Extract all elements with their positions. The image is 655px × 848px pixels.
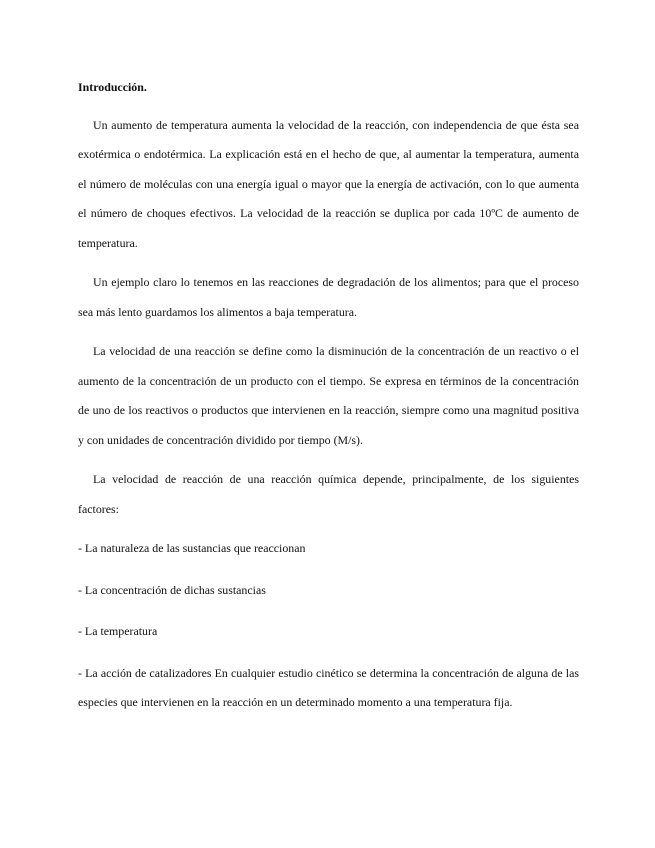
paragraph-factors-intro: La velocidad de reacción de una reacción química depende, principalmente, de los siguientes factores: (78, 472, 579, 516)
list-item-temperature: - La temperatura (78, 624, 158, 638)
paragraph-food-example: Un ejemplo claro lo tenemos en las reacciones de degradación de los alimentos; para que el proceso sea más lento guardamos los alimentos a baja temperatura. (78, 275, 579, 319)
section-heading: Introducción. (78, 80, 147, 94)
paragraph-temperature-effect: Un aumento de temperatura aumenta la velocidad de la reacción, con independencia de que ésta sea exotérmica o endotérmica. La explicación está en el hecho de que, al aumentar la temperatura, aumenta el número de moléculas con una energía igual o mayor que la energía de activación, con lo que aumenta el número de choques efectivos. La velocidad de la reacción se duplica por cada 10ºC de aumento de temperatura. (78, 117, 579, 250)
list-item-concentration: - La concentración de dichas sustancias (78, 582, 266, 597)
list-item-nature: - La naturaleza de las sustancias que reaccionan (78, 541, 306, 555)
paragraph-rate-definition: La velocidad de una reacción se define como la disminución de la concentración de un reactivo o el aumento de la concentración de un producto con el tiempo. Se expresa en términos de la concentración de uno de los reactivos o productos que intervienen en la reacción, siempre como una magnitud positiva y con unidades de concentración dividido por tiempo (M/s). (78, 344, 579, 447)
document-body (78, 73, 579, 730)
list-item-catalysts: - La acción de catalizadores En cualquier estudio cinético se determina la concentración de alguna de las especies que intervienen en la reacción en un determinado momento a una temperatura fija. (78, 665, 579, 709)
